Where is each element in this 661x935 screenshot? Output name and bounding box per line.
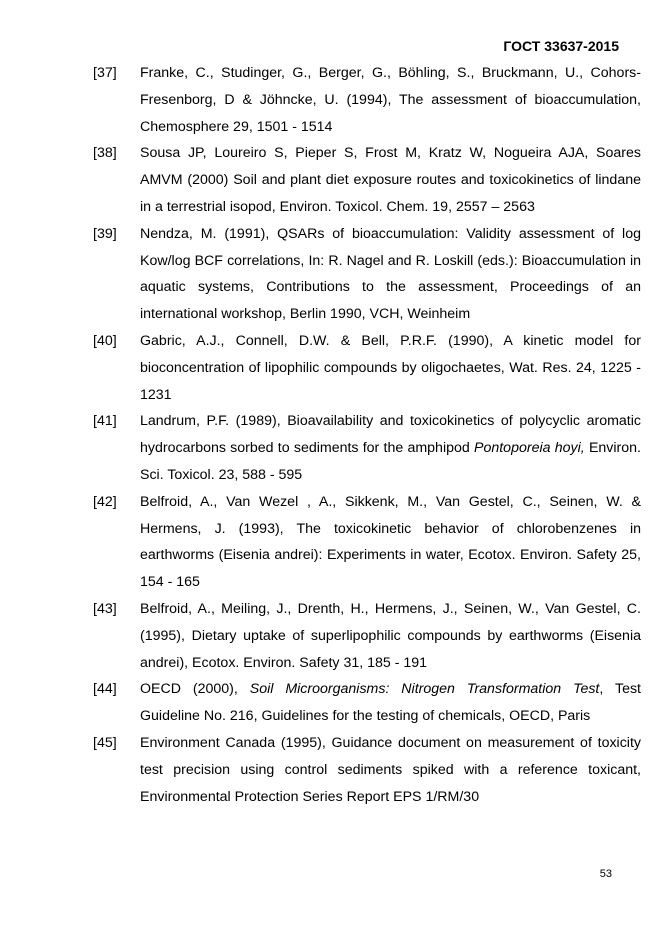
reference-item bbox=[93, 140, 641, 220]
reference-text-segment: Franke, C., Studinger, G., Berger, G., Böhling, S., Bruckmann, U., Cohors-Fresenborg, D & Jöhncke, U. (1994), The assessment of bioaccumulation, Chemosphere 29, 1501 - 1514 bbox=[140, 65, 641, 135]
reference-text-segment: Landrum, P.F. (1989), Bioavailability and toxicokinetics of polycyclic aromatic hydrocarbons sorbed to sediments for the amphipod bbox=[140, 413, 641, 457]
reference-number: [42] bbox=[93, 493, 117, 510]
reference-text bbox=[140, 408, 641, 488]
reference-text-segment: Environ. Sci. Toxicol. 23, 588 - 595 bbox=[140, 440, 641, 483]
reference-text bbox=[140, 676, 641, 730]
reference-text bbox=[140, 596, 641, 676]
reference-text bbox=[140, 730, 641, 810]
reference-text-segment: Belfroid, A., Van Wezel , A., Sikkenk, M., Van Gestel, C., Seinen, W. & Hermens, J. (1993), The toxicokinetic behavior of chlorobenzenes in earthworms (Eisenia andrei): Experiments in water, Ecotox. Environ. Safety 25, 154 - 165 bbox=[140, 493, 641, 591]
document-header-standard: ГОСТ 33637-2015 bbox=[503, 38, 619, 54]
reference-text-segment: Gabric, A.J., Connell, D.W. & Bell, P.R.F. (1990), A kinetic model for bioconcentration of lipophilic compounds by oligochaetes, Wat. Res. 24, 1225 - 1231 bbox=[140, 332, 641, 403]
reference-item bbox=[93, 60, 641, 140]
reference-item bbox=[93, 408, 641, 488]
reference-text-segment: Sousa JP, Loureiro S, Pieper S, Frost M, Kratz W, Nogueira AJA, Soares AMVM (2000) Soil and plant diet exposure routes and toxicokinetics of lindane in a terrestrial isopod, Environ. Toxicol. Chem. 19, 2557 – 2563 bbox=[140, 145, 641, 215]
reference-text bbox=[140, 328, 641, 408]
page-number: 53 bbox=[599, 868, 612, 880]
reference-number: [43] bbox=[93, 600, 117, 617]
reference-number: [45] bbox=[93, 734, 117, 751]
reference-number: [38] bbox=[93, 145, 117, 162]
reference-text bbox=[140, 489, 641, 596]
reference-text-segment: Environment Canada (1995), Guidance document on measurement of toxicity test precision using control sediments spiked with a reference toxicant, Environmental Protection Series Report EPS 1/RM/30 bbox=[140, 734, 641, 805]
reference-item bbox=[93, 328, 641, 408]
reference-item bbox=[93, 596, 641, 676]
reference-item bbox=[93, 676, 641, 730]
reference-list bbox=[93, 60, 641, 810]
reference-text-segment: , Test Guideline No. 216, Guidelines for the testing of chemicals, OECD, Paris bbox=[140, 681, 642, 725]
reference-number: [41] bbox=[93, 413, 117, 430]
reference-italic-title: Pontoporeia hoyi, bbox=[474, 440, 585, 457]
reference-italic-title: Soil Microorganisms: Nitrogen Transformation Test bbox=[249, 681, 600, 698]
reference-text bbox=[140, 221, 641, 328]
reference-number: [40] bbox=[93, 332, 117, 349]
reference-text-segment: Nendza, M. (1991), QSARs of bioaccumulation: Validity assessment of log Kow/log BCF correlations, In: R. Nagel and R. Loskill (eds.): Bioaccumulation in aquatic systems, Contributions to the assessment, Proceedings of an international workshop, Berlin 1990, VCH, Weinheim bbox=[140, 225, 641, 323]
reference-text-segment: Belfroid, A., Meiling, J., Drenth, H., Hermens, J., Seinen, W., Van Gestel, C. (1995), Dietary uptake of superlipophilic compounds by earthworms (Eisenia andrei), Ecotox. Environ. Safety 31, 185 - 191 bbox=[140, 600, 641, 671]
reference-number: [37] bbox=[93, 65, 117, 81]
reference-text bbox=[140, 60, 641, 140]
reference-text bbox=[140, 140, 641, 220]
reference-number: [44] bbox=[93, 681, 117, 698]
reference-item bbox=[93, 221, 641, 328]
reference-text-segment: OECD (2000), bbox=[140, 681, 250, 698]
reference-item bbox=[93, 730, 641, 810]
reference-number: [39] bbox=[93, 225, 117, 242]
reference-item bbox=[93, 489, 641, 596]
